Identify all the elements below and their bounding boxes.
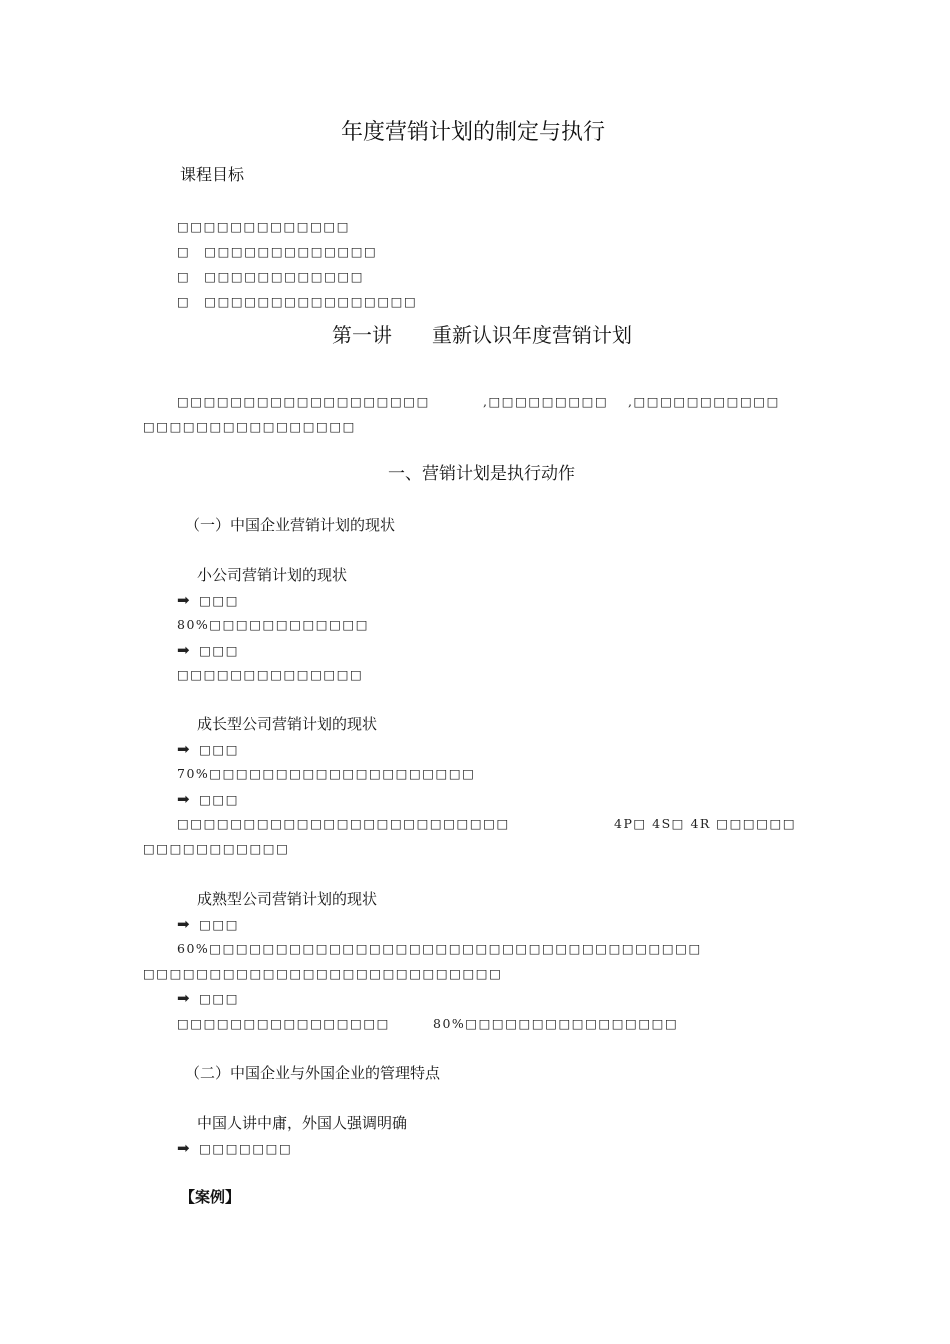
- intro-text-part2: ,□□□□□□□□□: [483, 394, 609, 409]
- body-line-part1: □□□□□□□□□□□□□□□□□□□□□□□□□: [177, 816, 510, 831]
- goal-item: □ □□□□□□□□□□□□: [177, 269, 365, 284]
- case-label: 【案例】: [180, 1188, 241, 1206]
- arrow-right-icon: ➡: [177, 790, 192, 808]
- arrow-right-icon: ➡: [177, 915, 192, 933]
- arrow-right-icon: ➡: [177, 641, 192, 659]
- bullet-text: □□□: [199, 643, 240, 658]
- bullet-line: [177, 991, 239, 1006]
- goal-item: □□□□□□□□□□□□□: [177, 219, 351, 234]
- cn-vs-foreign-heading: 中国人讲中庸，外国人强调明确: [197, 1114, 408, 1132]
- bullet-text: □□□: [199, 792, 240, 807]
- bullet-line: [177, 917, 239, 932]
- goals-heading: 课程目标: [180, 165, 245, 184]
- intro-text-line2: □□□□□□□□□□□□□□□□: [143, 419, 356, 434]
- body-line: □□□□□□□□□□□: [143, 841, 290, 856]
- body-line: 80%□□□□□□□□□□□□: [177, 617, 370, 632]
- small-company-heading: 小公司营销计划的现状: [197, 566, 348, 584]
- section-heading: 一、营销计划是执行动作: [388, 464, 575, 484]
- body-line: 60%□□□□□□□□□□□□□□□□□□□□□□□□□□□□□□□□□□□□□: [177, 941, 702, 956]
- bullet-text: □□□: [199, 917, 240, 932]
- subsection-heading: （一）中国企业营销计划的现状: [185, 516, 396, 534]
- growing-company-heading: 成长型公司营销计划的现状: [197, 715, 378, 733]
- bullet-line: [177, 742, 239, 757]
- bullet-text: □□□: [199, 991, 240, 1006]
- bullet-text: □□□□□□□: [199, 1141, 293, 1156]
- arrow-right-icon: ➡: [177, 989, 192, 1007]
- arrow-right-icon: ➡: [177, 1139, 192, 1157]
- intro-text-part3: ,□□□□□□□□□□□: [628, 394, 780, 409]
- intro-text-part1: □□□□□□□□□□□□□□□□□□□: [177, 394, 430, 409]
- body-line: □□□□□□□□□□□□□□□□□□□□□□□□□□□: [143, 966, 503, 981]
- goal-item: □ □□□□□□□□□□□□□□□□: [177, 294, 418, 309]
- body-line-part2: 80%□□□□□□□□□□□□□□□□: [433, 1016, 679, 1031]
- mature-company-heading: 成熟型公司营销计划的现状: [197, 890, 378, 908]
- lecture-title-text: 重新认识年度营销计划: [432, 323, 632, 347]
- body-line: □□□□□□□□□□□□□□: [177, 667, 364, 682]
- bullet-line: [177, 1141, 292, 1156]
- arrow-right-icon: ➡: [177, 591, 192, 609]
- subsection-heading: （二）中国企业与外国企业的管理特点: [185, 1064, 441, 1082]
- document-title: 年度营销计划的制定与执行: [341, 120, 606, 145]
- bullet-line: [177, 792, 239, 807]
- body-line: 70%□□□□□□□□□□□□□□□□□□□□: [177, 766, 476, 781]
- bullet-text: □□□: [199, 742, 240, 757]
- body-line-part2: 4P□ 4S□ 4R □□□□□□: [614, 816, 797, 831]
- bullet-line: [177, 643, 239, 658]
- bullet-line: [177, 593, 239, 608]
- body-line-part1: □□□□□□□□□□□□□□□□: [177, 1016, 390, 1031]
- lecture-title-number: 第一讲: [332, 323, 392, 347]
- arrow-right-icon: ➡: [177, 740, 192, 758]
- goal-item: □ □□□□□□□□□□□□□: [177, 244, 378, 259]
- bullet-text: □□□: [199, 593, 240, 608]
